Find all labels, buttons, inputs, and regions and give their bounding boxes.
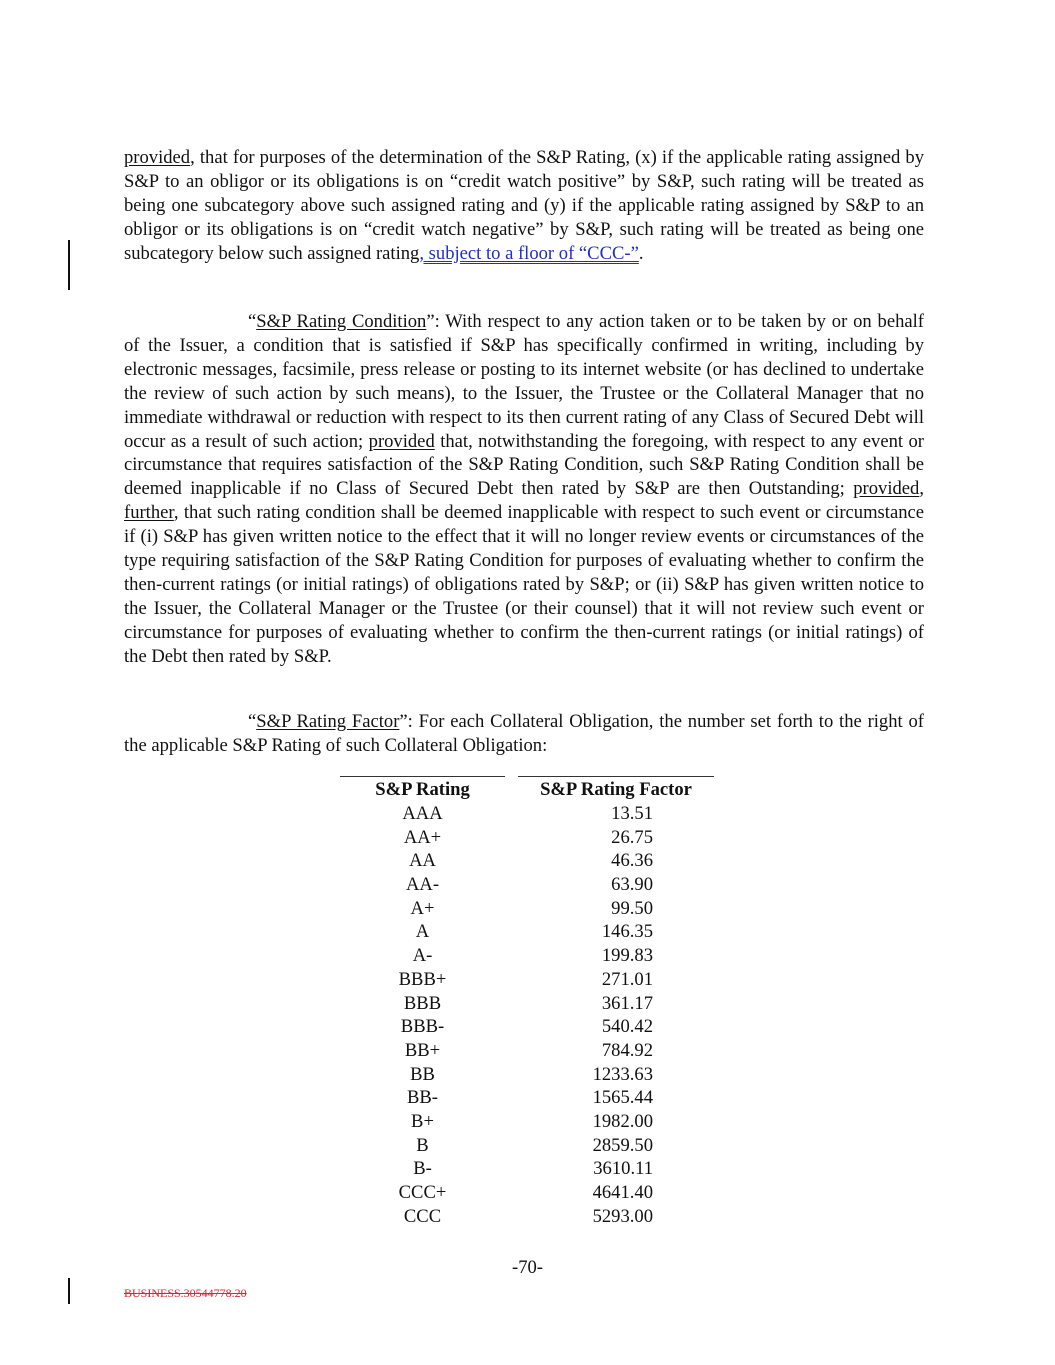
table-row — [340, 1039, 715, 1063]
rating-cell: CCC+ — [398, 1182, 447, 1203]
rating-cell: AA+ — [403, 826, 442, 848]
page-number: -70- — [512, 1257, 543, 1278]
change-bar — [68, 240, 70, 290]
provided-term: provided — [853, 478, 920, 500]
paragraph-end: . — [638, 242, 644, 264]
factor-cell: 5293.00 — [592, 1205, 653, 1227]
defined-term: S&P Rating Factor — [256, 711, 400, 732]
factor-cell: 784.92 — [601, 1039, 653, 1061]
factor-cell: 1982.00 — [592, 1110, 653, 1132]
paragraph-text: , that for purposes of the determination of the S&P Rating, (x) if the applicable rating assigned by S&P to an obligor or its obligations is on “credit watch positive” by S&P, such rating will be treated as being one subcategory above such assigned rating and (y) if the applicable rating assigned by S&P to an obligor or its obligations is on “credit watch negative” by S&P, such rating will be treated as being one subcategory below such assigned rating — [124, 147, 924, 264]
factor-cell: 13.51 — [611, 803, 653, 824]
definition-text: , that such rating condition shall be deemed inapplicable with respect to such event or circumstance if (i) S&P has given written notice to the effect that it will no longer review events or circumstances of the type requiring satisfaction of the S&P Rating Condition for purposes of evaluating whether to confirm the then-current ratings (or initial ratings) of obligations rated by S&P; or (ii) S&P has given written notice to the Issuer, the Collateral Manager or the Trustee (or their counsel) that it will not review such event or circumstance for purposes of evaluating whether to confirm the then-current ratings (or initial ratings) of the Debt then rated by S&P. — [124, 502, 924, 667]
table-row — [340, 1134, 715, 1158]
table-row — [340, 1110, 715, 1134]
factor-cell: 540.42 — [601, 1016, 653, 1038]
close-quote: ”: — [426, 311, 440, 332]
paragraph-proviso — [124, 146, 924, 266]
provided-term: provided — [368, 430, 435, 452]
rating-cell: BB- — [407, 1087, 438, 1109]
rating-cell: A — [415, 921, 430, 943]
factor-cell: 361.17 — [601, 992, 653, 1014]
table-row — [340, 826, 715, 850]
open-quote: “ — [248, 311, 257, 332]
factor-cell: 199.83 — [601, 945, 653, 967]
factor-cell: 26.75 — [611, 826, 653, 848]
rating-factor-table — [340, 776, 715, 1228]
factor-cell: 2859.50 — [592, 1134, 653, 1156]
definition-text: that, notwithstanding the foregoing, with respect to any event or circumstance that requires satisfaction of the S&P Rating Condition, such S&P Rating Condition shall be deemed inapplicable if no Class of Secured Debt then rated by S&P are then Outstanding; — [124, 430, 924, 500]
close-quote: ”: — [399, 711, 413, 732]
table-body — [340, 802, 715, 1228]
factor-cell: 146.35 — [601, 921, 653, 943]
table-row — [340, 802, 715, 826]
definition-sp-rating-factor — [124, 710, 924, 758]
rating-cell: AAA — [402, 803, 443, 824]
table-row — [340, 1063, 715, 1087]
open-quote: “ — [248, 711, 257, 732]
table-row — [340, 1157, 715, 1181]
rating-cell: CCC — [403, 1205, 442, 1227]
rating-cell: B+ — [411, 1110, 434, 1132]
rating-cell: B- — [413, 1158, 432, 1180]
factor-cell: 3610.11 — [593, 1158, 653, 1180]
table-row — [340, 968, 715, 992]
rating-cell: A- — [412, 945, 433, 967]
defined-term: S&P Rating Condition — [256, 311, 427, 332]
header-sp-rating: S&P Rating — [340, 776, 505, 802]
header-sp-rating-factor: S&P Rating Factor — [518, 776, 714, 802]
definition-sp-rating-condition — [124, 310, 924, 669]
table-row — [340, 920, 715, 944]
factor-cell: 63.90 — [611, 874, 653, 896]
rating-cell: BBB — [403, 992, 442, 1014]
change-bar — [68, 1278, 70, 1304]
table-row — [340, 1181, 715, 1205]
rating-cell: AA — [409, 850, 436, 872]
table-row — [340, 873, 715, 897]
definition-text: With respect to any action taken or to be taken by or on behalf of the Issuer, a condition that is satisfied if S&P has specifically confirmed in writing, including by electronic messages, facsimile, press release or posting to its internet website (or has declined to undertake the review of such action by such means), to the Issuer, the Trustee or the Collateral Manager that no immediate withdrawal or reduction with respect to its then current rating of any Class of Secured Debt will occur as a result of such action; — [124, 311, 924, 452]
table-row — [340, 897, 715, 921]
table-row — [340, 1205, 715, 1229]
provided-term: provided — [124, 147, 191, 168]
table-row — [340, 992, 715, 1016]
table-row — [340, 1015, 715, 1039]
comma: , — [919, 478, 924, 500]
rating-cell: B — [416, 1134, 429, 1156]
rating-cell: BB — [410, 1063, 435, 1085]
document-id-deleted: BUSINESS.30544778.20 — [124, 1286, 247, 1300]
factor-cell: 99.50 — [611, 897, 653, 919]
rating-cell: BBB- — [400, 1016, 445, 1038]
rating-cell: A+ — [410, 897, 435, 919]
table-row — [340, 1086, 715, 1110]
factor-cell: 4641.40 — [592, 1182, 653, 1203]
further-term: further — [124, 502, 174, 524]
table-row — [340, 944, 715, 968]
table-header — [340, 776, 715, 802]
factor-cell: 46.36 — [611, 850, 653, 872]
rating-cell: BB+ — [404, 1039, 441, 1061]
rating-cell: BBB+ — [398, 968, 447, 990]
factor-cell: 1565.44 — [592, 1087, 653, 1109]
inserted-text: , subject to a floor of “CCC-” — [419, 242, 639, 264]
table-row — [340, 849, 715, 873]
factor-cell: 271.01 — [601, 968, 653, 990]
factor-cell: 1233.63 — [592, 1063, 653, 1085]
rating-cell: AA- — [405, 874, 440, 896]
definition-text: For each Collateral Obligation, the number set forth to the right of the applicable S&P Rating of such Collateral Obligation: — [124, 711, 924, 756]
